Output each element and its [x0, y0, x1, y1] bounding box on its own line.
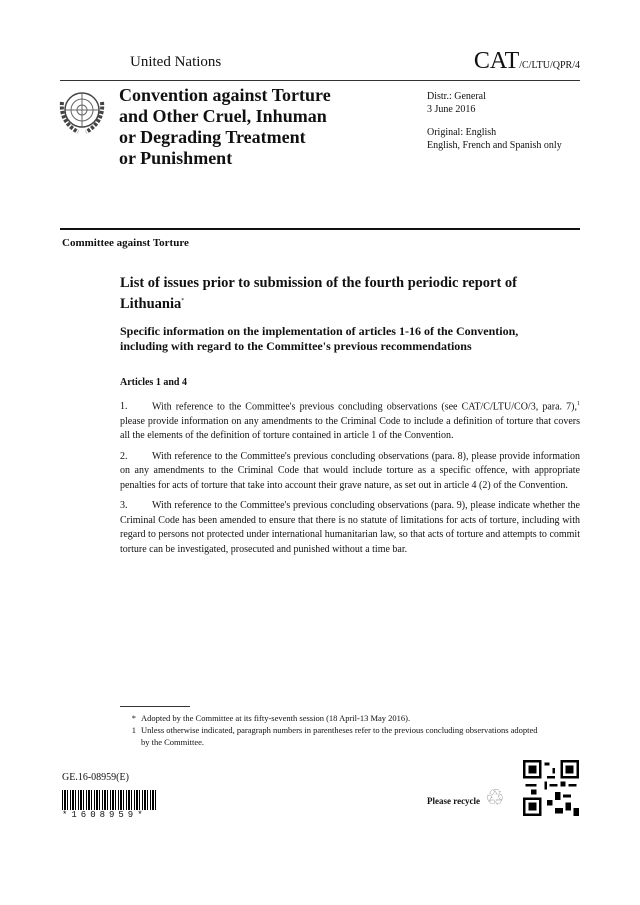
qr-code-icon [523, 760, 579, 816]
footnote-ref: 1 [577, 401, 580, 407]
heading-text: List of issues prior to submission of the fourth periodic report of Lithuania [120, 275, 518, 312]
paragraph [120, 499, 580, 557]
date: 3 June 2016 [427, 104, 476, 115]
paragraph-text: With reference to the Committee's previous concluding observations (para. 8), please provide information on any amendments to the Criminal Code that would include torture as a specific offence, with appropriate penalties for acts of torture that take into account their grave nature, as set out in article 4 (2) of the Convention. [120, 450, 580, 491]
languages: English, French and Spanish only [427, 140, 562, 151]
distribution-info [427, 90, 562, 152]
committee-name: Committee against Torture [62, 237, 189, 249]
footnote-mark: 1 [131, 725, 136, 735]
original-language: Original: English [427, 127, 497, 138]
footnote-rule [120, 706, 190, 707]
heading-footnote-mark: * [181, 298, 185, 304]
subheading: Specific information on the implementation of articles 1-16 of the Convention, including with regard to the Committee's previous recommendations [120, 324, 519, 353]
please-recycle: Please recycle [427, 796, 481, 806]
document-symbol [474, 48, 580, 75]
footnote-text: Adopted by the Committee at its fifty-seventh session (18 April-13 May 2016). [141, 713, 411, 723]
un-emblem-icon [56, 84, 108, 136]
paragraph-number: 1. [120, 401, 128, 413]
org-name: United Nations [130, 54, 222, 70]
paragraph-text: With reference to the Committee's previous concluding observations (see CAT/C/LTU/CO/3, para. 7), [152, 401, 577, 413]
paragraph-text: please provide information on any amendments to the Criminal Code to include a definition of torture that covers all the elements of the definition of torture contained in article 1 of the Convention. [120, 415, 580, 442]
paragraph-number: 3. [120, 500, 128, 512]
paragraph [120, 450, 580, 494]
footnote-mark: * [131, 713, 136, 723]
title-line: and Other Cruel, Inhuman [119, 106, 327, 126]
paragraphs [120, 397, 580, 563]
paragraph-number: 2. [120, 450, 128, 462]
barcode [62, 790, 158, 810]
job-number: GE.16-08959(E) [62, 772, 129, 783]
section-heading: Articles 1 and 4 [120, 377, 187, 388]
footnotes [120, 712, 540, 748]
header-rule [60, 80, 580, 81]
title-line: or Degrading Treatment [119, 127, 306, 147]
footnote [120, 712, 540, 724]
title-line: Convention against Torture [119, 85, 331, 105]
paragraph-text: With reference to the Committee's previous concluding observations (para. 9), please indicate whether the Criminal Code has been amended to ensure that there is no statute of limitations for acts of torture, including with regard to persons not protected under international humanitarian law, so that acts of torture and attempts to commit torture can be investigated, prosecuted and punished without a time bar. [120, 500, 580, 555]
title-rule [60, 228, 580, 230]
barcode-text: *1608959* [62, 810, 147, 820]
footnote-text: Unless otherwise indicated, paragraph numbers in parentheses refer to the previous concluding observations adopted by the Committee. [141, 725, 538, 747]
footnote [120, 724, 540, 748]
title-line: or Punishment [119, 148, 233, 168]
symbol-main: CAT [473, 48, 520, 74]
paragraph [120, 397, 580, 444]
convention-title [119, 85, 389, 169]
document-heading [120, 274, 540, 313]
distr: Distr.: General [427, 91, 486, 102]
symbol-rest: /C/LTU/QPR/4 [519, 60, 580, 71]
recycle-icon: ♲ [485, 785, 505, 810]
